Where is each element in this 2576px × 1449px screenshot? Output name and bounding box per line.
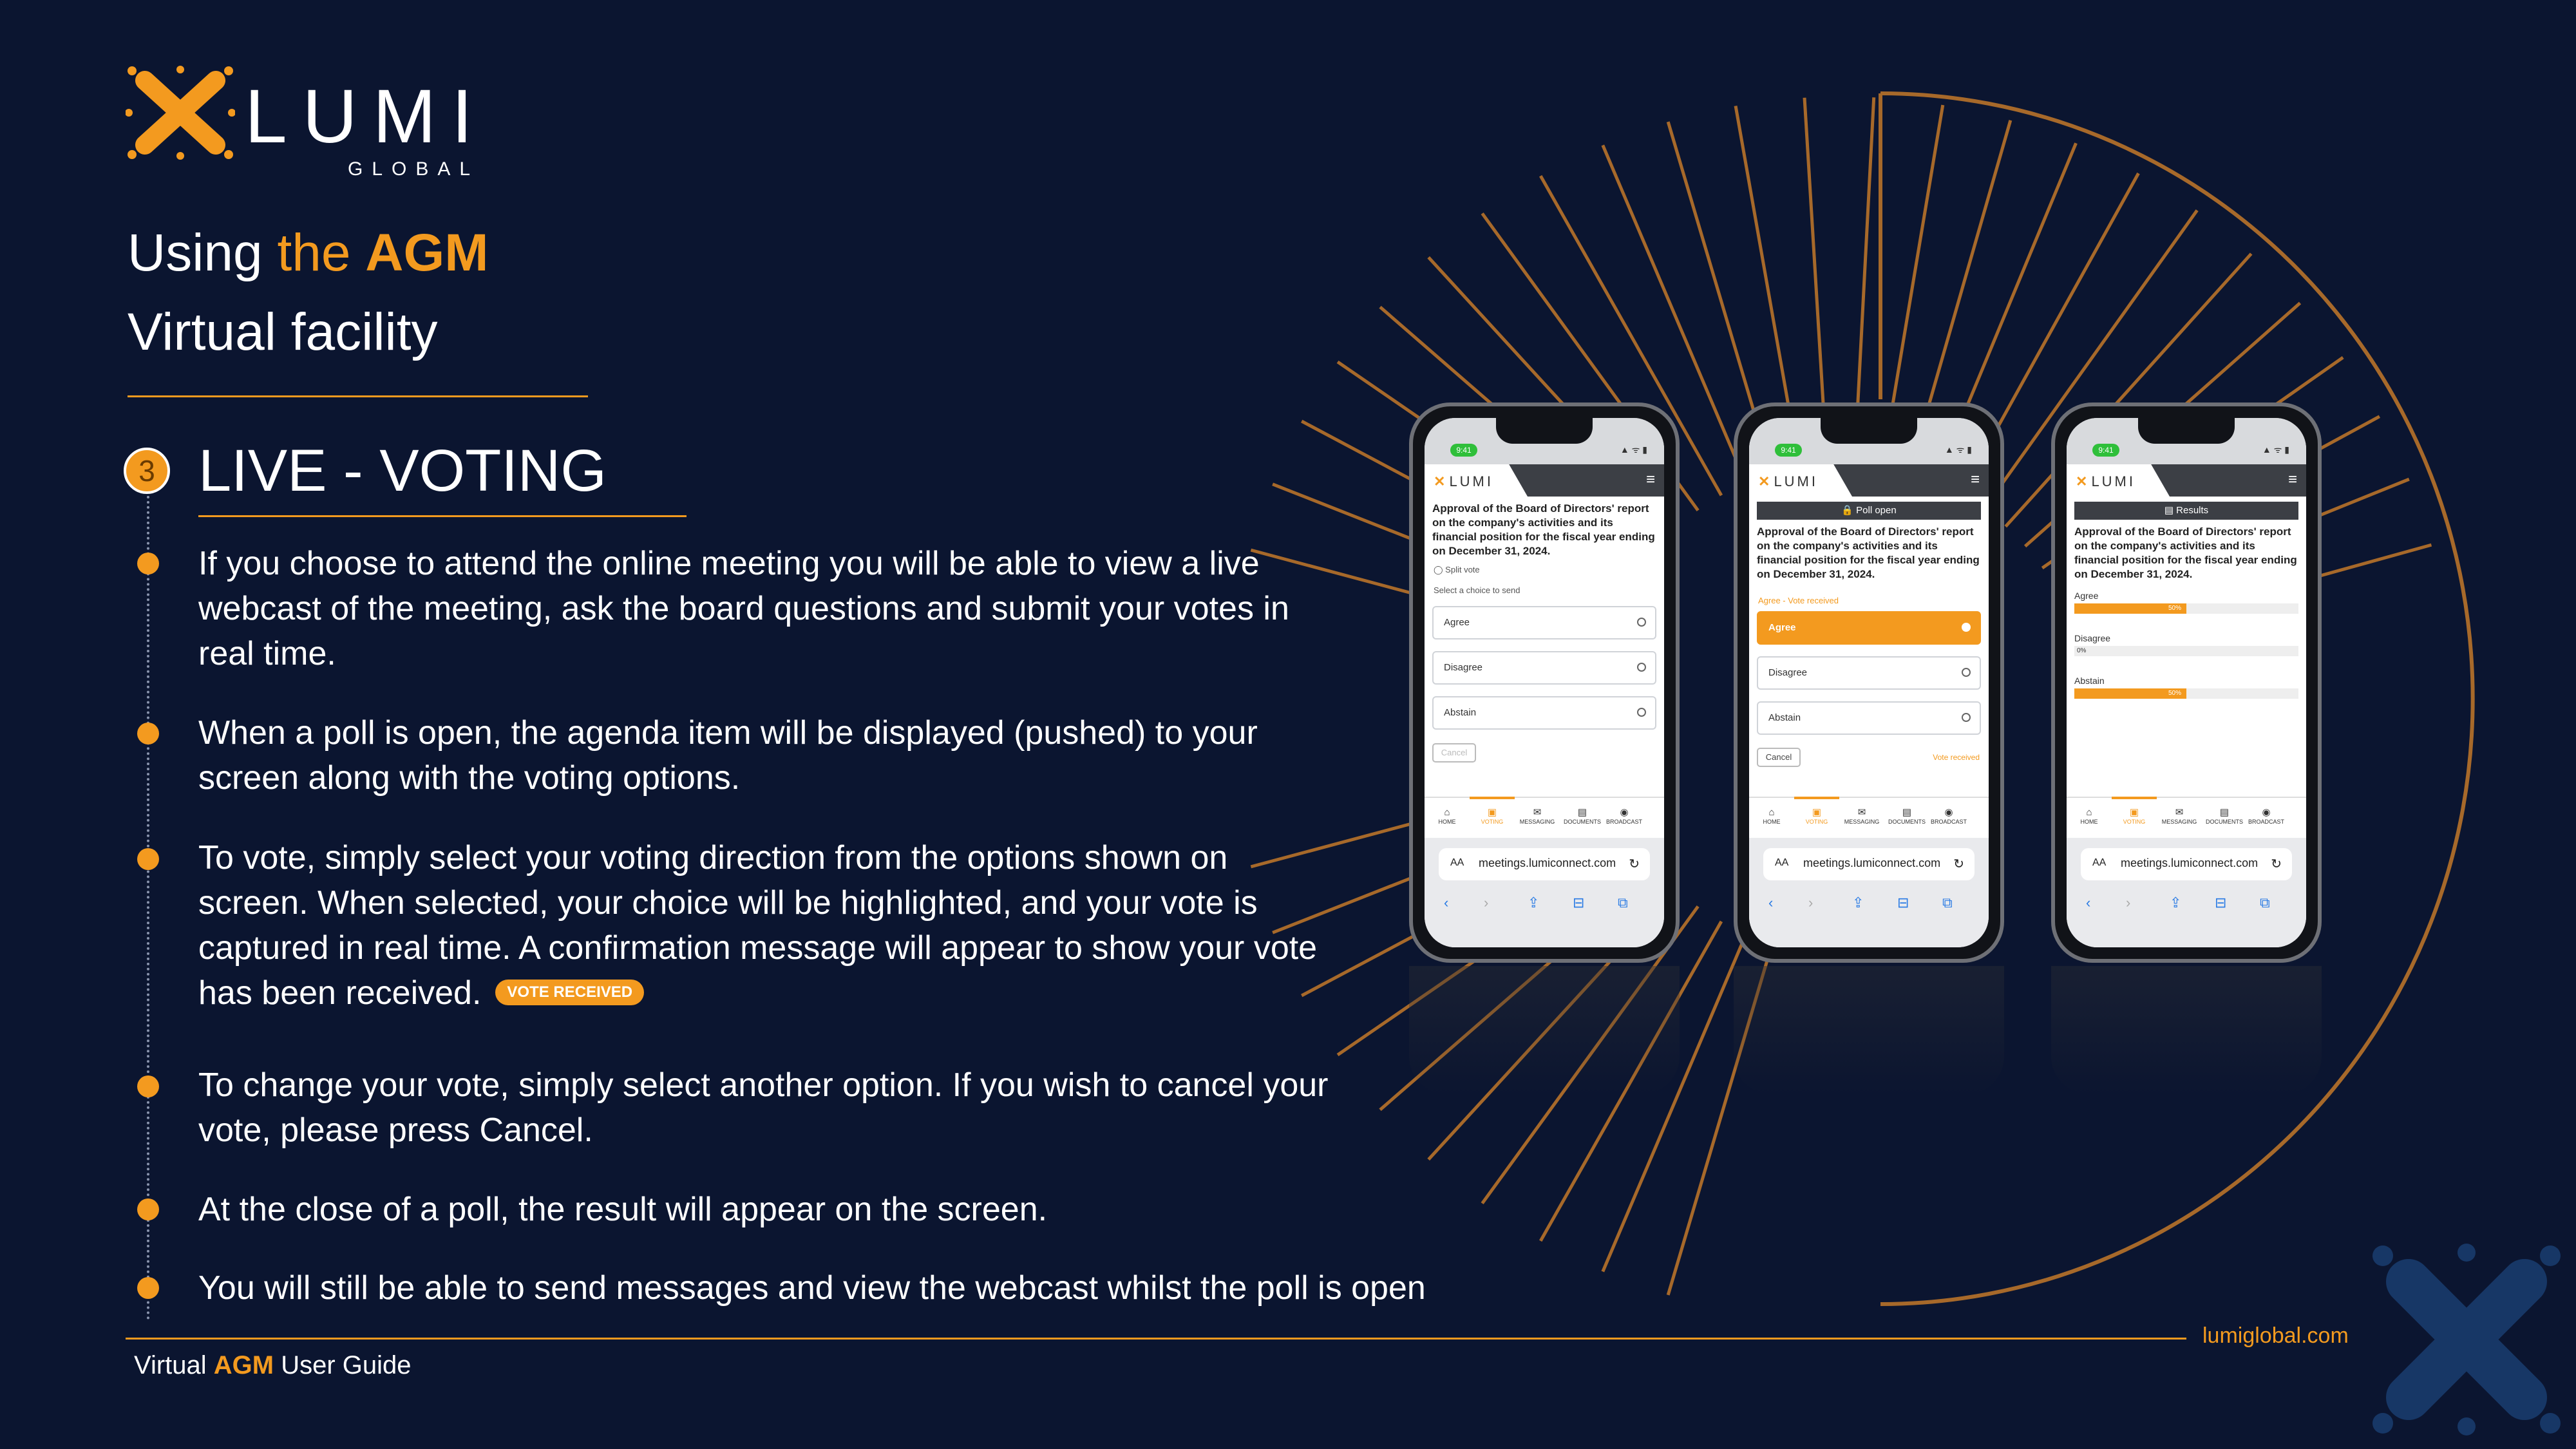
bookmarks-icon[interactable]: ⊟ [1897,895,1909,911]
url-bar[interactable]: AA meetings.lumiconnect.com ↻ [1763,848,1975,880]
app-header [1425,464,1664,497]
browser-bar [1749,838,1989,947]
phone-reflection [1409,966,1680,1095]
bookmarks-icon[interactable]: ⊟ [2215,895,2227,911]
bullet-marker [137,553,159,574]
tab-bar [1749,797,1989,838]
tab-messaging[interactable]: ✉ MESSAGING [2161,807,2197,825]
tab-messaging[interactable]: ✉ MESSAGING [1519,807,1555,825]
bullet-item: To change your vote, simply select another option. If you wish to cancel your vote, please press Cancel. [198,1066,1329,1149]
bullet-item: If you choose to attend the online meeting you will be able to view a live webcast of the meeting, ask the board questions and submit your votes in real time. [198,545,1289,672]
forward-icon[interactable]: › [1808,895,1814,911]
lumi-logo [126,64,486,187]
app-header [2067,464,2306,497]
section-title: LIVE - VOTING [198,438,607,504]
phone-results [2051,402,2322,963]
phone-notch [2138,418,2235,444]
timeline-line [147,496,149,1320]
status-icons: ▲ ᯤ ▮ [1620,444,1647,455]
reload-icon: ↻ [2271,857,2282,871]
phone-reflection [2051,966,2322,1095]
bullet-marker [137,1198,159,1220]
option-abstain[interactable]: Abstain [1757,701,1981,735]
tab-broadcast[interactable]: ◉ BROADCAST [1930,807,1967,825]
bullet-marker [137,848,159,870]
decorative-x-icon [2370,1243,2563,1436]
hamburger-icon[interactable]: ≡ [1970,471,1980,488]
tab-voting[interactable]: ▣ VOTING [1481,807,1504,825]
option-agree[interactable]: Agree [1432,606,1656,639]
poll-open-banner: 🔒 Poll open [1757,502,1981,520]
bullet-item: At the close of a poll, the result will appear on the screen. [198,1191,1048,1228]
results-banner: ▤ Results [2074,502,2298,520]
tab-voting[interactable]: ▣ VOTING [1805,807,1828,825]
tab-documents[interactable]: ▤ DOCUMENTS [2206,807,2243,825]
back-icon[interactable]: ‹ [2086,895,2091,911]
bullet-item: You will still be able to send messages and view the webcast whilst the poll is open [198,1269,1426,1307]
vote-received-badge: VOTE RECEIVED [495,980,644,1005]
status-time: 9:41 [1450,444,1477,457]
bullet-marker [137,1277,159,1299]
result-bar-disagree: 0% [2074,646,2298,656]
agenda-question: Approval of the Board of Directors' report on the company's activities and its financial position for the fiscal year ending on December 31, 2024. [1432,502,1655,557]
option-agree[interactable]: Agree [1757,611,1981,645]
phone-notch [1821,418,1917,444]
app-logo: ✕ LUMI [1758,473,1818,489]
tabs-icon[interactable]: ⧉ [1942,895,1953,911]
phone-notch [1496,418,1593,444]
bullet-item: When a poll is open, the agenda item will be displayed (pushed) to your screen along with the voting options. [198,714,1258,797]
share-icon[interactable]: ⇪ [1528,895,1540,911]
phone-vote-received [1734,402,2004,963]
vote-received-text: Vote received [1933,753,1980,762]
cancel-button[interactable]: Cancel [1757,748,1801,767]
footer-divider [126,1338,2186,1340]
cancel-button[interactable]: Cancel [1432,743,1476,762]
forward-icon[interactable]: › [2126,895,2131,911]
tab-documents[interactable]: ▤ DOCUMENTS [1888,807,1926,825]
result-bar-agree: 50% [2074,603,2298,614]
app-logo: ✕ LUMI [2076,473,2136,489]
status-time: 9:41 [2092,444,2119,457]
logo-subtitle: GLOBAL [348,158,480,180]
page-title-line-2: Virtual facility [128,303,438,361]
tab-bar [1425,797,1664,838]
hamburger-icon[interactable]: ≡ [2287,471,2297,488]
option-disagree[interactable]: Disagree [1757,656,1981,690]
forward-icon[interactable]: › [1484,895,1489,911]
tab-messaging[interactable]: ✉ MESSAGING [1844,807,1880,825]
title-agm: AGM [365,223,489,282]
result-label-disagree: Disagree [2074,633,2111,643]
tab-home[interactable]: ⌂ HOME [1438,807,1456,825]
tab-home[interactable]: ⌂ HOME [1763,807,1781,825]
title-using: Using [128,223,263,282]
app-header [1749,464,1989,497]
phone-reflection [1734,966,2004,1095]
status-time: 9:41 [1775,444,1802,457]
share-icon[interactable]: ⇪ [1852,895,1864,911]
logo-wordmark: LUMI [245,74,488,159]
bullet-marker [137,1075,159,1097]
footer-title: Virtual AGM User Guide [134,1351,412,1379]
phone-voting [1409,402,1680,963]
url-bar[interactable]: AA meetings.lumiconnect.com ↻ [1439,848,1650,880]
browser-bar [1425,838,1664,947]
url-bar[interactable]: AA meetings.lumiconnect.com ↻ [2081,848,2292,880]
result-bar-abstain: 50% [2074,688,2298,699]
tabs-icon[interactable]: ⧉ [2260,895,2270,911]
tabs-icon[interactable]: ⧉ [1618,895,1628,911]
tab-voting[interactable]: ▣ VOTING [2123,807,2146,825]
select-choice-label: Select a choice to send [1434,585,1520,595]
tab-bar [2067,797,2306,838]
section-divider [198,515,687,517]
option-abstain[interactable]: Abstain [1432,696,1656,730]
bullet-marker [137,723,159,744]
reload-icon: ↻ [1953,857,1964,871]
tab-broadcast[interactable]: ◉ BROADCAST [1605,807,1642,825]
title-divider [128,395,588,397]
share-icon[interactable]: ⇪ [2170,895,2182,911]
lumi-x-icon [126,64,235,161]
app-logo: ✕ LUMI [1434,473,1493,489]
browser-bar [2067,838,2306,947]
selected-label: Agree - Vote received [1758,596,1839,605]
bullet-item [198,835,1332,1016]
page-title-line-1 [128,223,489,282]
tab-documents[interactable]: ▤ DOCUMENTS [1564,807,1601,825]
split-vote-toggle[interactable]: ◯ Split vote [1434,565,1480,574]
back-icon[interactable]: ‹ [1444,895,1449,911]
result-label-agree: Agree [2074,591,2099,601]
status-icons: ▲ ᯤ ▮ [2262,444,2289,455]
tab-home[interactable]: ⌂ HOME [2080,807,2098,825]
result-label-abstain: Abstain [2074,676,2105,686]
reload-icon: ↻ [1629,857,1640,871]
bullet-text: To vote, simply select your voting direction from the options shown on screen. When selected, your choice will be highlighted, and your vote is captured in real time. A confirmation message will appear to show your vote has been received. [198,839,1318,1012]
agenda-question: Approval of the Board of Directors' report on the company's activities and its financial position for the fiscal year ending on December 31, 2024. [1757,526,1980,580]
tab-broadcast[interactable]: ◉ BROADCAST [2248,807,2284,825]
section-number-badge: 3 [124,448,170,494]
status-icons: ▲ ᯤ ▮ [1944,444,1972,455]
title-the: the [277,223,351,282]
agenda-question: Approval of the Board of Directors' report on the company's activities and its financial position for the fiscal year ending on December 31, 2024. [2074,526,2297,580]
footer-website-link[interactable]: lumiglobal.com [2202,1323,2349,1348]
option-disagree[interactable]: Disagree [1432,651,1656,685]
hamburger-icon[interactable]: ≡ [1645,471,1655,488]
back-icon[interactable]: ‹ [1768,895,1774,911]
bookmarks-icon[interactable]: ⊟ [1573,895,1585,911]
